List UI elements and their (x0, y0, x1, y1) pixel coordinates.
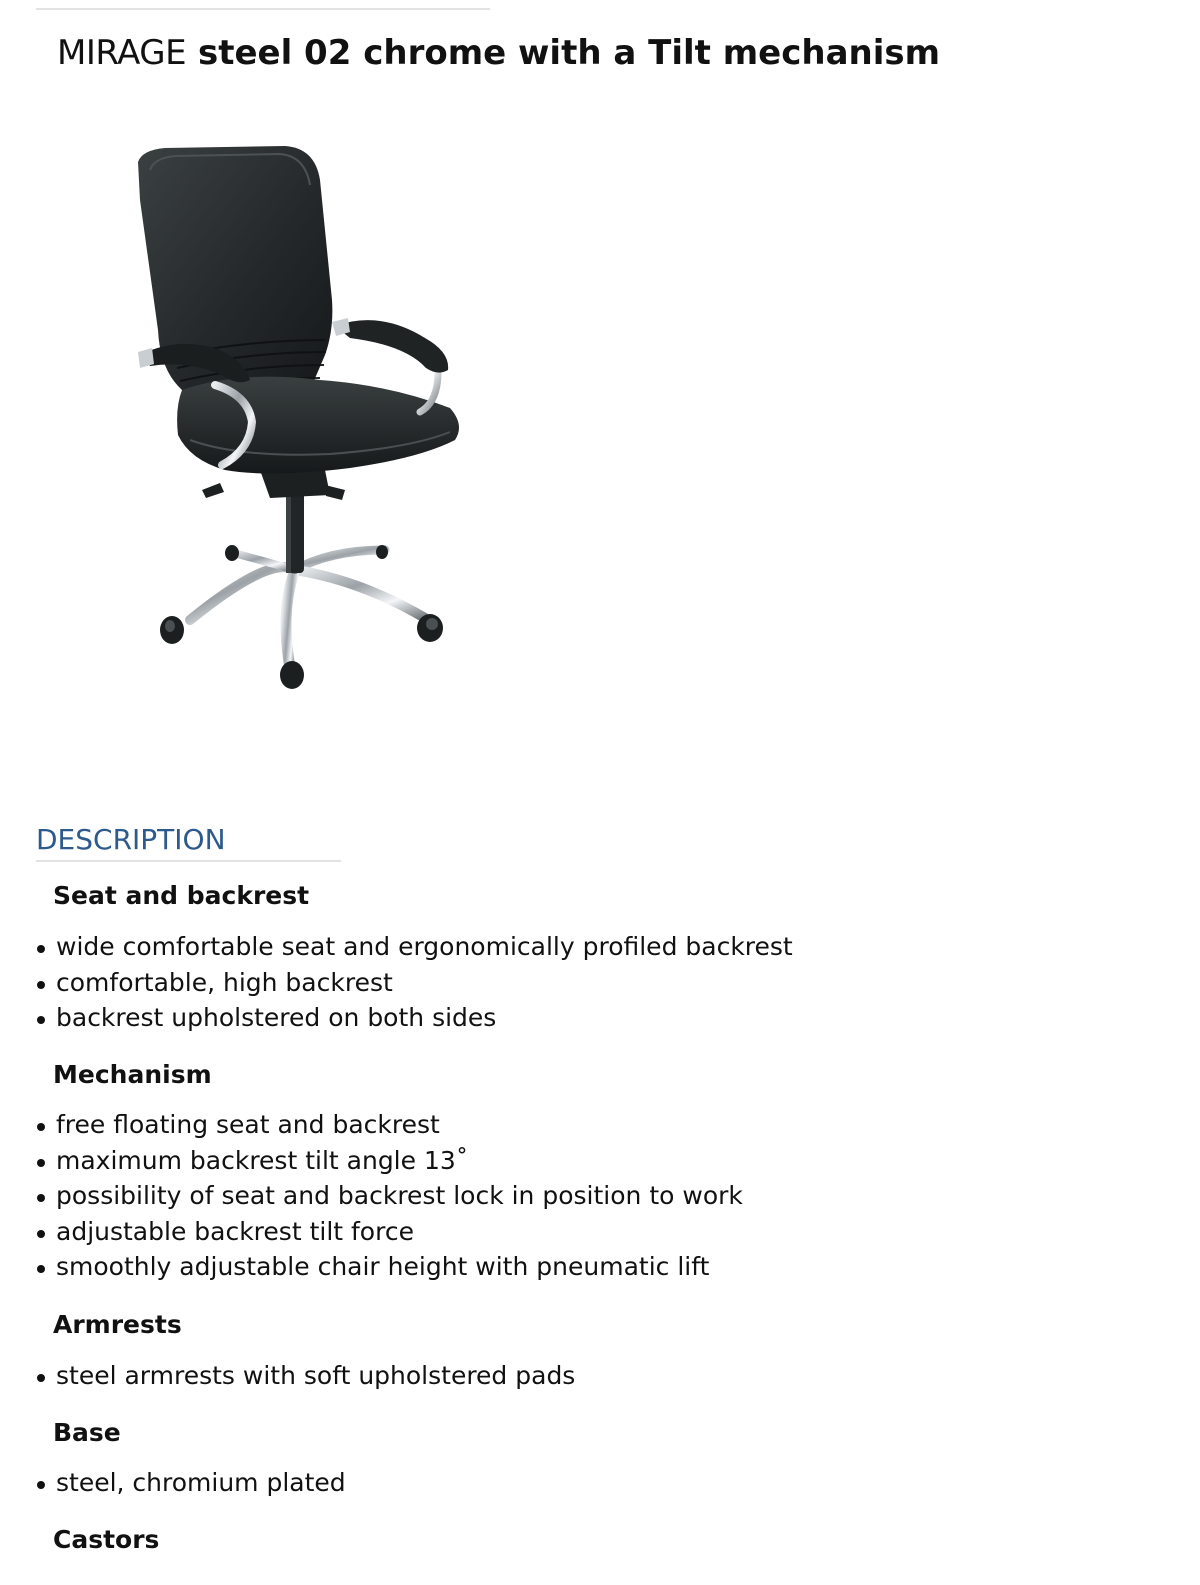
right-armrest-pad (335, 320, 448, 372)
list-item: steel armrests with soft upholstered pads (28, 1358, 575, 1394)
group-title-base: Base (53, 1418, 121, 1447)
group-title-mechanism: Mechanism (53, 1060, 212, 1089)
top-divider (36, 8, 490, 10)
tilt-mechanism (260, 470, 330, 498)
product-model: steel 02 chrome with a Tilt mechanism (197, 33, 941, 73)
list-item: adjustable backrest tilt force (28, 1214, 743, 1250)
list-item: comfortable, high backrest (28, 965, 793, 1001)
product-image (120, 140, 480, 700)
product-brand: MIRAGE (57, 33, 187, 73)
list-item: backrest upholstered on both sides (28, 1000, 793, 1036)
group-title-armrests: Armrests (53, 1310, 182, 1339)
seat (177, 377, 459, 474)
list-item: smoothly adjustable chair height with pneumatic lift (28, 1249, 743, 1285)
list-item: free floating seat and backrest (28, 1107, 743, 1143)
seat-and-backrest-list (28, 929, 793, 1036)
product-title (57, 30, 940, 76)
list-item: steel, chromium plated (28, 1465, 346, 1501)
list-item: wide comfortable seat and ergonomically profiled backrest (28, 929, 793, 965)
mechanism-list (28, 1107, 743, 1285)
description-heading: DESCRIPTION (36, 822, 341, 862)
list-item: possibility of seat and backrest lock in position to work (28, 1178, 743, 1214)
group-title-seat-and-backrest: Seat and backrest (53, 881, 310, 910)
base-list (28, 1465, 346, 1501)
armrests-list (28, 1358, 575, 1394)
chrome-base (190, 550, 425, 668)
list-item: maximum backrest tilt angle 13˚ (28, 1143, 743, 1179)
group-title-castors: Castors (53, 1525, 160, 1554)
